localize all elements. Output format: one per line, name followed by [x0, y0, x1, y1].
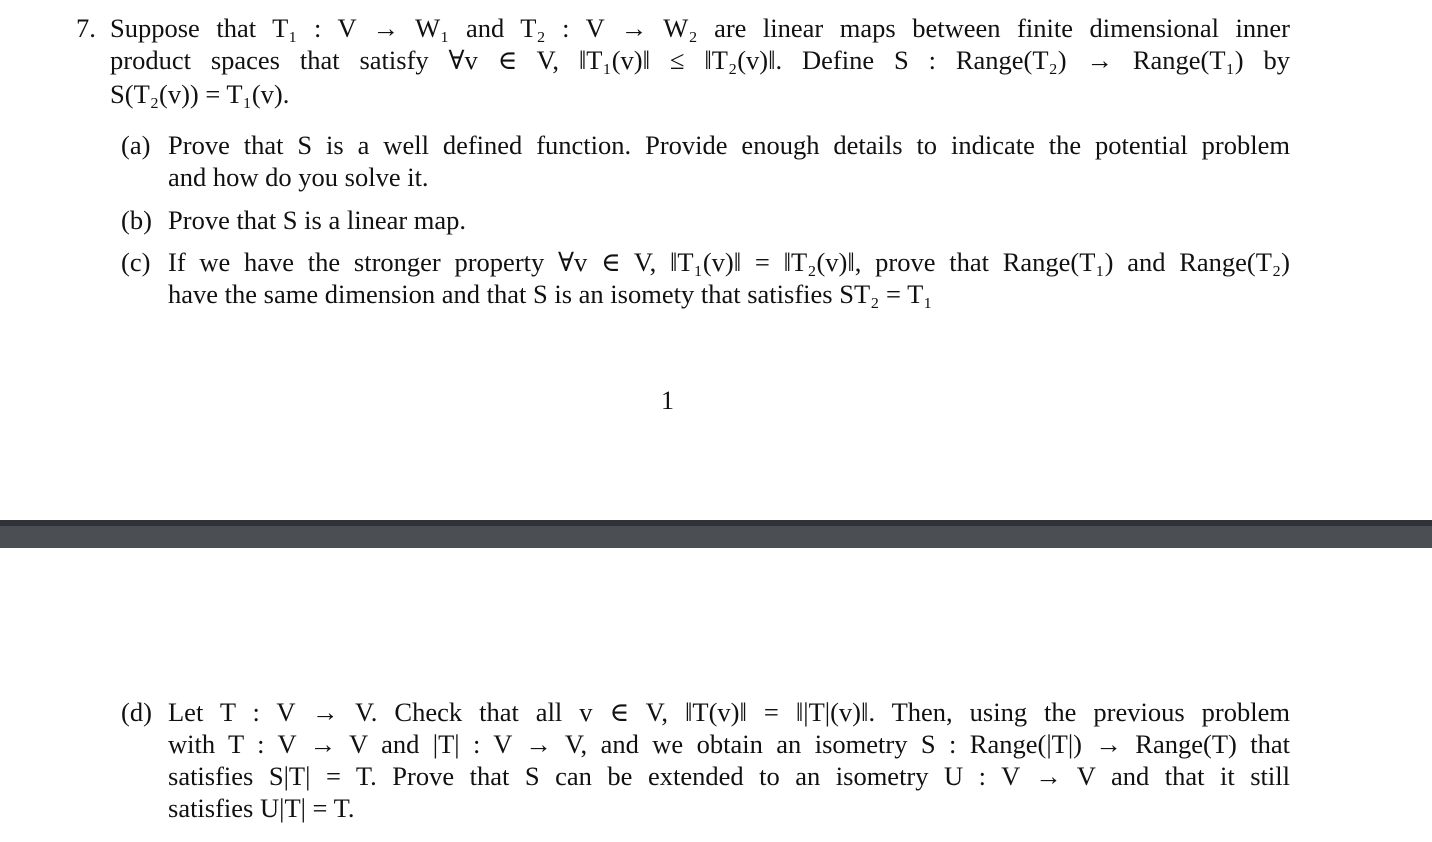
page-number: 1 [661, 386, 674, 415]
part-d-label: (d) [121, 697, 152, 727]
part-a-line-1: Prove that S is a well defined function. Provide enough details to indicate the potential problem [168, 130, 1290, 160]
part-b-label: (b) [121, 205, 152, 235]
problem-text-line-1: Suppose that T₁ : V → W₁ and T₂ : V → W₂ are linear maps between finite dimensional inner [110, 13, 1290, 43]
part-d-line-1: Let T : V → V. Check that all v ∈ V, ‖T(v)‖ = ‖|T|(v)‖. Then, using the previous problem [168, 697, 1290, 727]
part-a-label: (a) [121, 130, 151, 160]
pdf-page-bottom [0, 548, 1432, 842]
part-d-line-4: satisfies U|T| = T. [168, 793, 355, 823]
page-divider [0, 520, 1432, 548]
part-d-line-3: satisfies S|T| = T. Prove that S can be extended to an isometry U : V → V and that it still [168, 761, 1290, 791]
problem-text-line-2: product spaces that satisfy ∀v ∈ V, ‖T₁(v)‖ ≤ ‖T₂(v)‖. Define S : Range(T₂) → Range(T₁) by [110, 45, 1290, 75]
part-a-line-2: and how do you solve it. [168, 162, 429, 192]
problem-text-line-3: S(T₂(v)) = T₁(v). [110, 79, 290, 109]
part-c-label: (c) [121, 247, 151, 277]
part-b-line-1: Prove that S is a linear map. [168, 205, 467, 235]
part-c-line-1: If we have the stronger property ∀v ∈ V, ‖T₁(v)‖ = ‖T₂(v)‖, prove that Range(T₁) and Range(T₂) [168, 247, 1290, 277]
part-c-line-2: have the same dimension and that S is an isomety that satisfies ST₂ = T₁ [168, 279, 933, 309]
part-d-line-2: with T : V → V and |T| : V → V, and we obtain an isometry S : Range(|T|) → Range(T) that [168, 729, 1290, 759]
problem-number: 7. [76, 13, 96, 43]
